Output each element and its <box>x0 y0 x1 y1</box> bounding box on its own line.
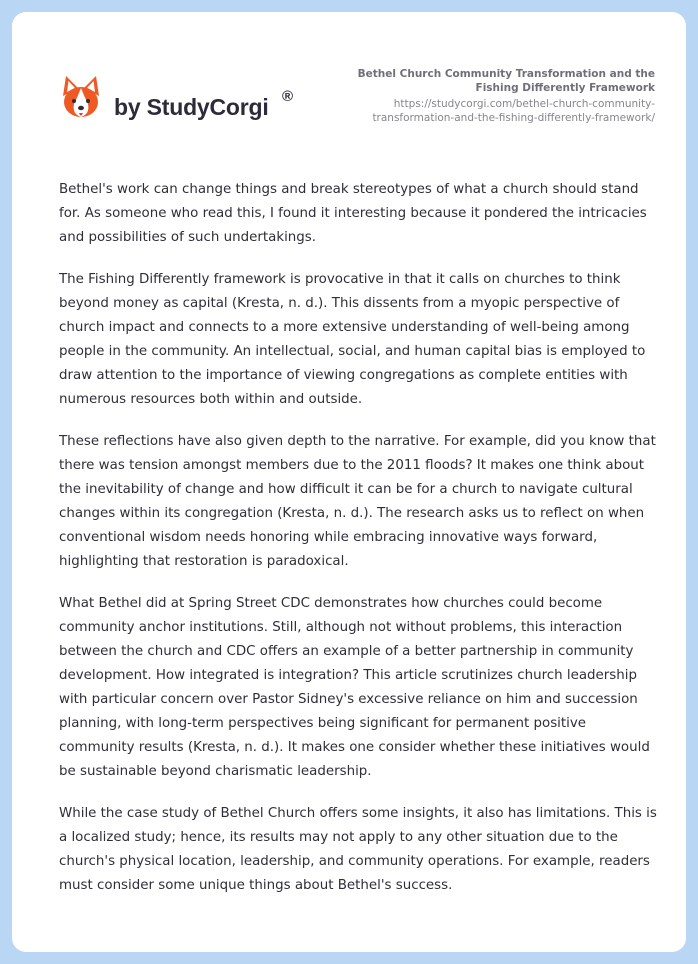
body-paragraph: What Bethel did at Spring Street CDC demonstrates how churches could become community anchor institutions. Still, although not without problems, this interaction between the church and CDC offers an example of a better partnership in community development. How integrated is integration? This article scrutinizes church leadership with particular concern over Pastor Sidney's excessive reliance on him and succession planning, with long-term perspectives being significant for permanent positive community results (Kresta, n. d.). It makes one consider whether these initiatives would be sustainable beyond charismatic leadership. <box>59 596 650 779</box>
registered-mark: ® <box>282 88 294 105</box>
document-page <box>12 12 686 952</box>
document-body <box>59 178 659 916</box>
document-meta <box>325 67 655 125</box>
body-paragraph: Bethel's work can change things and break stereotypes of what a church should stand for. As someone who read this, I found it interesting because it pondered the intricacies and possibilities of such undertakings. <box>59 182 647 245</box>
studycorgi-logo[interactable] <box>60 74 320 126</box>
source-url[interactable] <box>325 97 655 125</box>
body-paragraph: These reflections have also given depth to the narrative. For example, did you know that there was tension amongst members due to the 2011 floods? It makes one think about the inevitability of change and how difficult it can be for a church to navigate cultural changes within its congregation (Kresta, n. d.). The research asks us to reflect on when conventional wisdom needs honoring while embracing innovative ways forward, highlighting that restoration is paradoxical. <box>59 434 656 569</box>
document-title-line-1: Bethel Church Community Transformation and the <box>357 68 655 80</box>
brand-name: by StudyCorgi <box>114 94 269 120</box>
corgi-icon <box>60 74 102 122</box>
source-url-line-1[interactable]: https://studycorgi.com/bethel-church-community- <box>393 98 655 110</box>
document-title-line-2: Fishing Differently Framework <box>475 82 655 94</box>
body-paragraph: The Fishing Differently framework is provocative in that it calls on churches to think beyond money as capital (Kresta, n. d.). This dissents from a myopic perspective of church impact and connects to a more extensive understanding of well-being among people in the community. An intellectual, social, and human capital bias is employed to draw attention to the importance of viewing congregations as complete entities with numerous resources both within and outside. <box>59 272 646 407</box>
source-url-line-2[interactable]: transformation-and-the-fishing-differently-framework/ <box>372 112 655 124</box>
body-paragraph: While the case study of Bethel Church offers some insights, it also has limitations. This is a localized study; hence, its results may not apply to any other situation due to the church's physical location, leadership, and community operations. For example, readers must consider some unique things about Bethel's success. <box>59 806 657 893</box>
document-title <box>325 67 655 95</box>
page-header <box>12 12 686 162</box>
